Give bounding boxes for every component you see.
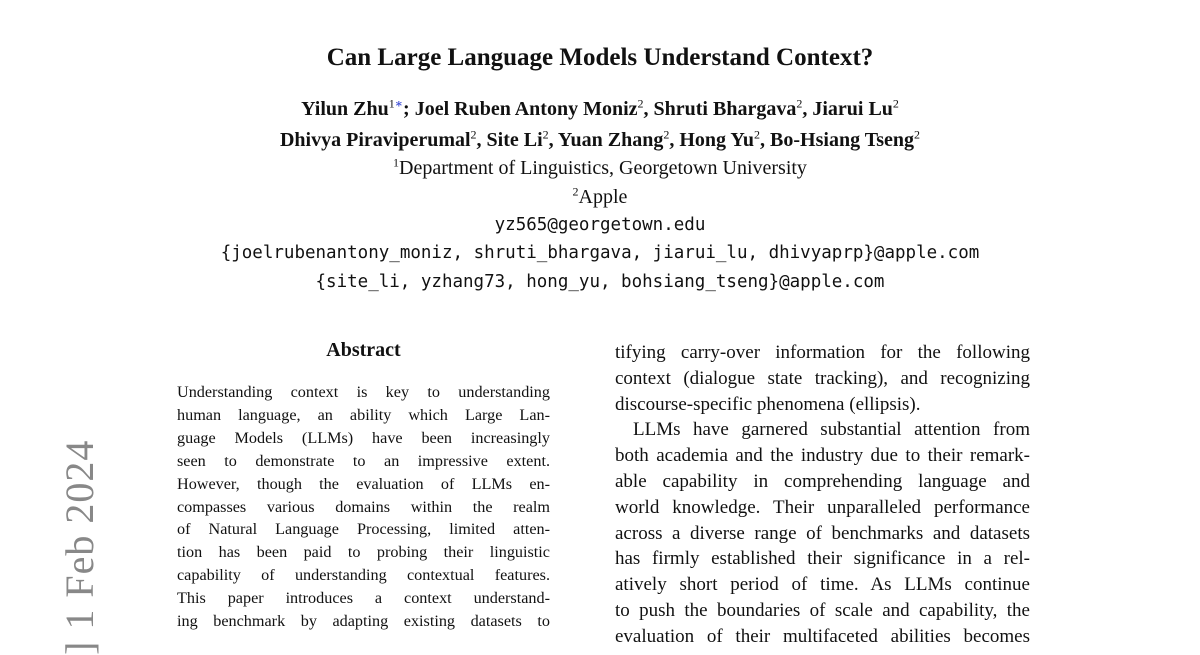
body-line: across a diverse range of benchmarks and datasets <box>615 522 1030 544</box>
author-separator: , <box>643 98 654 120</box>
author-name: Site Li <box>486 129 543 151</box>
abstract-body <box>177 381 550 633</box>
author-name: Shruti Bhargava <box>653 98 797 120</box>
author-name: Dhivya Piraviperumal <box>279 129 471 151</box>
abstract-line: seen to demonstrate to an impressive extent. <box>177 451 550 470</box>
email-line-3[interactable]: {site_li, yzhang73, hong_yu, bohsiang_tseng}@apple.com <box>315 272 885 292</box>
author-name: Yuan Zhang <box>557 129 664 151</box>
body-line: world knowledge. Their unparalleled performance <box>615 496 1030 518</box>
body-line: atively short period of time. As LLMs continue <box>615 574 1030 596</box>
body-line: has firmly established their significance in a rel- <box>615 548 1030 570</box>
abstract-line: of Natural Language Processing, limited atten- <box>177 520 550 539</box>
abstract-line: guage Models (LLMs) have been increasingly <box>177 428 550 447</box>
author-affil-sup: 2 <box>754 127 761 142</box>
author-separator: , <box>476 129 487 151</box>
author-affil-sup: 2 <box>663 127 670 142</box>
abstract-line: This paper introduces a context understand- <box>177 589 550 608</box>
affiliation-1 <box>0 157 1200 180</box>
affil-text: Apple <box>578 186 628 208</box>
author-name: Yilun Zhu <box>301 98 389 120</box>
abstract-line: compasses various domains within the realm <box>177 497 550 516</box>
author-affil-sup: 2 <box>470 127 477 142</box>
abstract-line: However, though the evaluation of LLMs en- <box>177 474 550 493</box>
author-separator: , <box>548 129 558 151</box>
author-affil-sup: 2 <box>914 127 920 142</box>
author-line-2 <box>0 129 1200 152</box>
author-name: Jiarui Lu <box>812 98 893 120</box>
author-separator: ; <box>403 98 415 120</box>
body-line: tifying carry-over information for the following <box>615 342 1030 363</box>
corresponding-author-star[interactable]: ∗ <box>394 96 404 111</box>
abstract-heading: Abstract <box>326 339 401 361</box>
affil-text: Department of Linguistics, Georgetown University <box>399 157 807 179</box>
author-affil-sup: 2 <box>637 96 644 111</box>
body-line: to push the boundaries of scale and capability, the <box>615 599 1030 621</box>
author-affil-sup: 2 <box>796 96 803 111</box>
abstract-line: Understanding context is key to understanding <box>177 383 550 401</box>
author-separator: , <box>802 98 813 120</box>
body-line: both academia and the industry due to their remark- <box>615 445 1030 467</box>
body-line: discourse-specific phenomena (ellipsis). <box>615 393 921 415</box>
author-line-1 <box>0 98 1200 121</box>
abstract-line: human language, an ability which Large Lan- <box>177 405 550 424</box>
author-name: Hong Yu <box>679 129 755 151</box>
email-line-1[interactable]: yz565@georgetown.edu <box>494 215 706 235</box>
abstract-line: capability of understanding contextual features. <box>177 566 550 585</box>
email-line-2[interactable]: {joelrubenantony_moniz, shruti_bhargava, jiarui_lu, dhivyaprp}@apple.com <box>220 243 980 263</box>
arxiv-stamp: ] 1 Feb 2024 <box>57 439 102 655</box>
affil-sup: 1 <box>393 155 400 170</box>
author-separator: , <box>760 129 771 151</box>
right-column-text <box>615 340 1030 650</box>
body-line: able capability in comprehending language and <box>615 470 1030 492</box>
affil-sup: 2 <box>572 184 579 199</box>
body-line: evaluation of their multifaceted abilities becomes <box>615 625 1030 647</box>
body-line: LLMs have garnered substantial attention from <box>633 419 1030 441</box>
author-name: Joel Ruben Antony Moniz <box>414 98 638 120</box>
author-affil-sup: 1 <box>388 96 395 111</box>
author-name: Bo-Hsiang Tseng <box>770 129 914 151</box>
body-line: context (dialogue state tracking), and recognizing <box>615 367 1030 389</box>
paper-title: Can Large Language Models Understand Context? <box>326 44 874 71</box>
affiliation-2 <box>0 186 1200 209</box>
abstract-line: tion has been paid to probing their linguistic <box>177 543 550 562</box>
abstract-line: ing benchmark by adapting existing datasets to <box>177 612 550 631</box>
author-affil-sup: 2 <box>892 96 899 111</box>
author-separator: , <box>669 129 680 151</box>
author-affil-sup: 2 <box>542 127 549 142</box>
